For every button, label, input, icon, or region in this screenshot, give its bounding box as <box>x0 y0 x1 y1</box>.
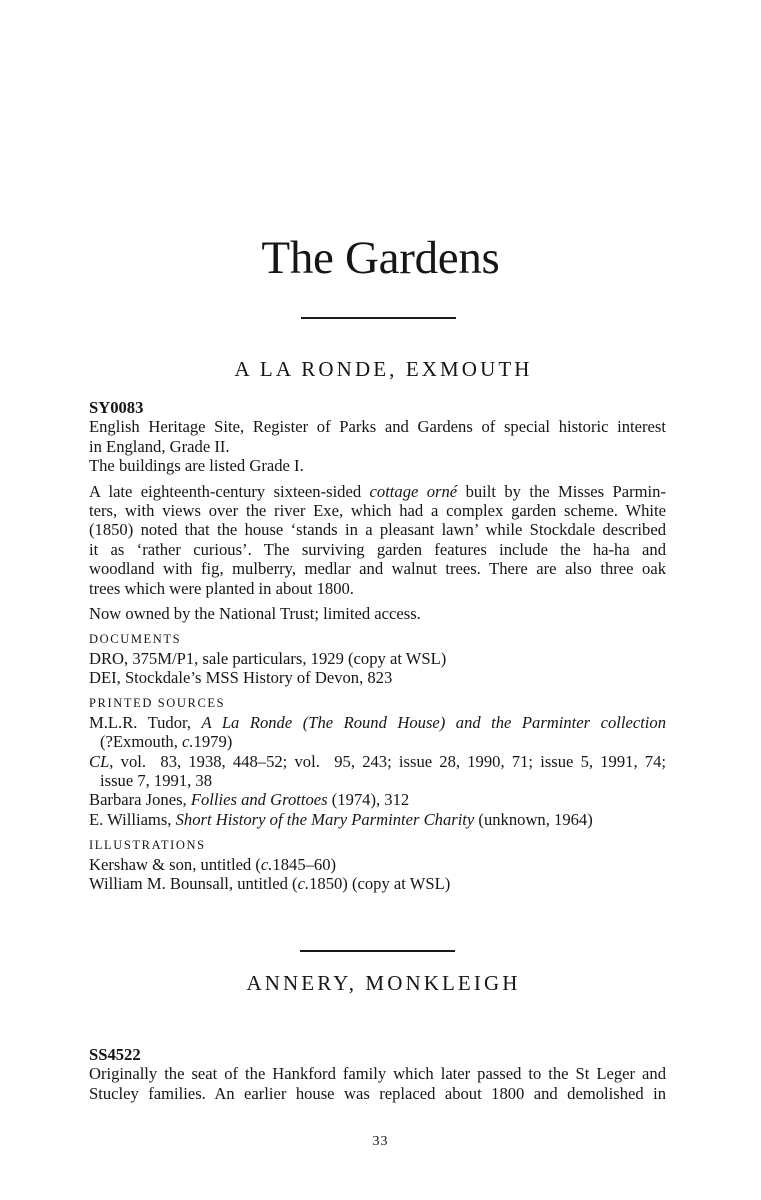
section-rule <box>300 950 455 952</box>
source-entry <box>89 810 666 829</box>
description-line: it as ‘rather curious’. The surviving garden features include the ha-ha and <box>89 539 666 559</box>
italic-title: A La Ronde (The Round House) and the Parminter collection <box>201 712 666 732</box>
printed-sources-label: PRINTED SOURCES <box>89 696 226 711</box>
description-line: trees which were planted in about 1800. <box>89 578 354 598</box>
description-line: Stucley families. An earlier house was replaced about 1800 and demolished in <box>89 1083 666 1103</box>
italic-title: Follies and Grottoes <box>190 790 328 810</box>
status-line: The buildings are listed Grade I. <box>89 456 304 476</box>
description-line: woodland with fig, mulberry, medlar and walnut trees. There are also three oak <box>89 559 666 579</box>
text-run: Kershaw & son, untitled ( <box>89 854 261 874</box>
text-run: , vol. 83, 1938, 448–52; vol. 95, 243; issue 28, 1990, 71; issue 5, 1991, 74; <box>109 751 666 771</box>
document-entry: DRO, 375M/P1, sale particulars, 1929 (copy at WSL) <box>89 648 447 668</box>
italic-circa: c. <box>260 854 273 874</box>
source-entry <box>89 790 666 809</box>
page-title: The Gardens <box>261 232 500 284</box>
description-line <box>89 482 666 501</box>
italic-term: cottage orné <box>369 481 458 501</box>
status-line: English Heritage Site, Register of Parks and Gardens of special historic interest <box>89 417 666 437</box>
text-run: A late eighteenth-century sixteen-sided <box>89 481 370 501</box>
italic-title: Short History of the Mary Parminter Charity <box>175 809 475 829</box>
source-entry <box>89 713 666 732</box>
grid-reference: SS4522 <box>89 1045 141 1064</box>
text-run: (1974), 312 <box>327 790 410 810</box>
text-run: M.L.R. Tudor, <box>89 712 202 732</box>
status-line: in England, Grade II. <box>89 436 230 456</box>
text-run: (?Exmouth, <box>100 732 183 752</box>
text-run: 1850) (copy at WSL) <box>309 873 451 893</box>
section-heading-a-la-ronde: A LA RONDE, EXMOUTH <box>234 357 533 381</box>
italic-title: CL <box>89 751 110 771</box>
description-line: ters, with views over the river Exe, which had a complex garden scheme. White <box>89 500 666 520</box>
text-run: built by the Misses Parmin- <box>457 481 666 501</box>
documents-label: DOCUMENTS <box>89 632 182 647</box>
title-rule <box>301 317 456 319</box>
description-line: (1850) noted that the house ‘stands in a pleasant lawn’ while Stockdale described <box>89 520 666 540</box>
page-number: 33 <box>372 1134 389 1149</box>
text-run: 1845–60) <box>272 854 337 874</box>
source-entry-continued <box>89 732 666 751</box>
text-run: 1979) <box>193 732 233 752</box>
document-entry: DEI, Stockdale’s MSS History of Devon, 823 <box>89 668 393 688</box>
text-run: (unknown, 1964) <box>474 809 593 829</box>
text-run: Barbara Jones, <box>89 790 191 810</box>
illustrations-label: ILLUSTRATIONS <box>89 838 206 853</box>
text-run: E. Williams, <box>89 809 176 829</box>
description-line: Originally the seat of the Hankford family which later passed to the St Leger and <box>89 1064 666 1084</box>
illustration-entry <box>89 874 666 893</box>
section-heading-annery: ANNERY, MONKLEIGH <box>246 971 521 995</box>
text-run: William M. Bounsall, untitled ( <box>89 873 298 893</box>
source-entry <box>89 752 666 771</box>
access-note: Now owned by the National Trust; limited access. <box>89 603 421 623</box>
illustration-entry <box>89 855 666 874</box>
italic-circa: c. <box>297 873 310 893</box>
italic-circa: c. <box>182 732 194 752</box>
source-entry-continued: issue 7, 1991, 38 <box>100 771 213 791</box>
section-a-la-ronde <box>89 398 666 893</box>
grid-reference: SY0083 <box>89 398 144 417</box>
section-annery <box>89 1045 666 1103</box>
